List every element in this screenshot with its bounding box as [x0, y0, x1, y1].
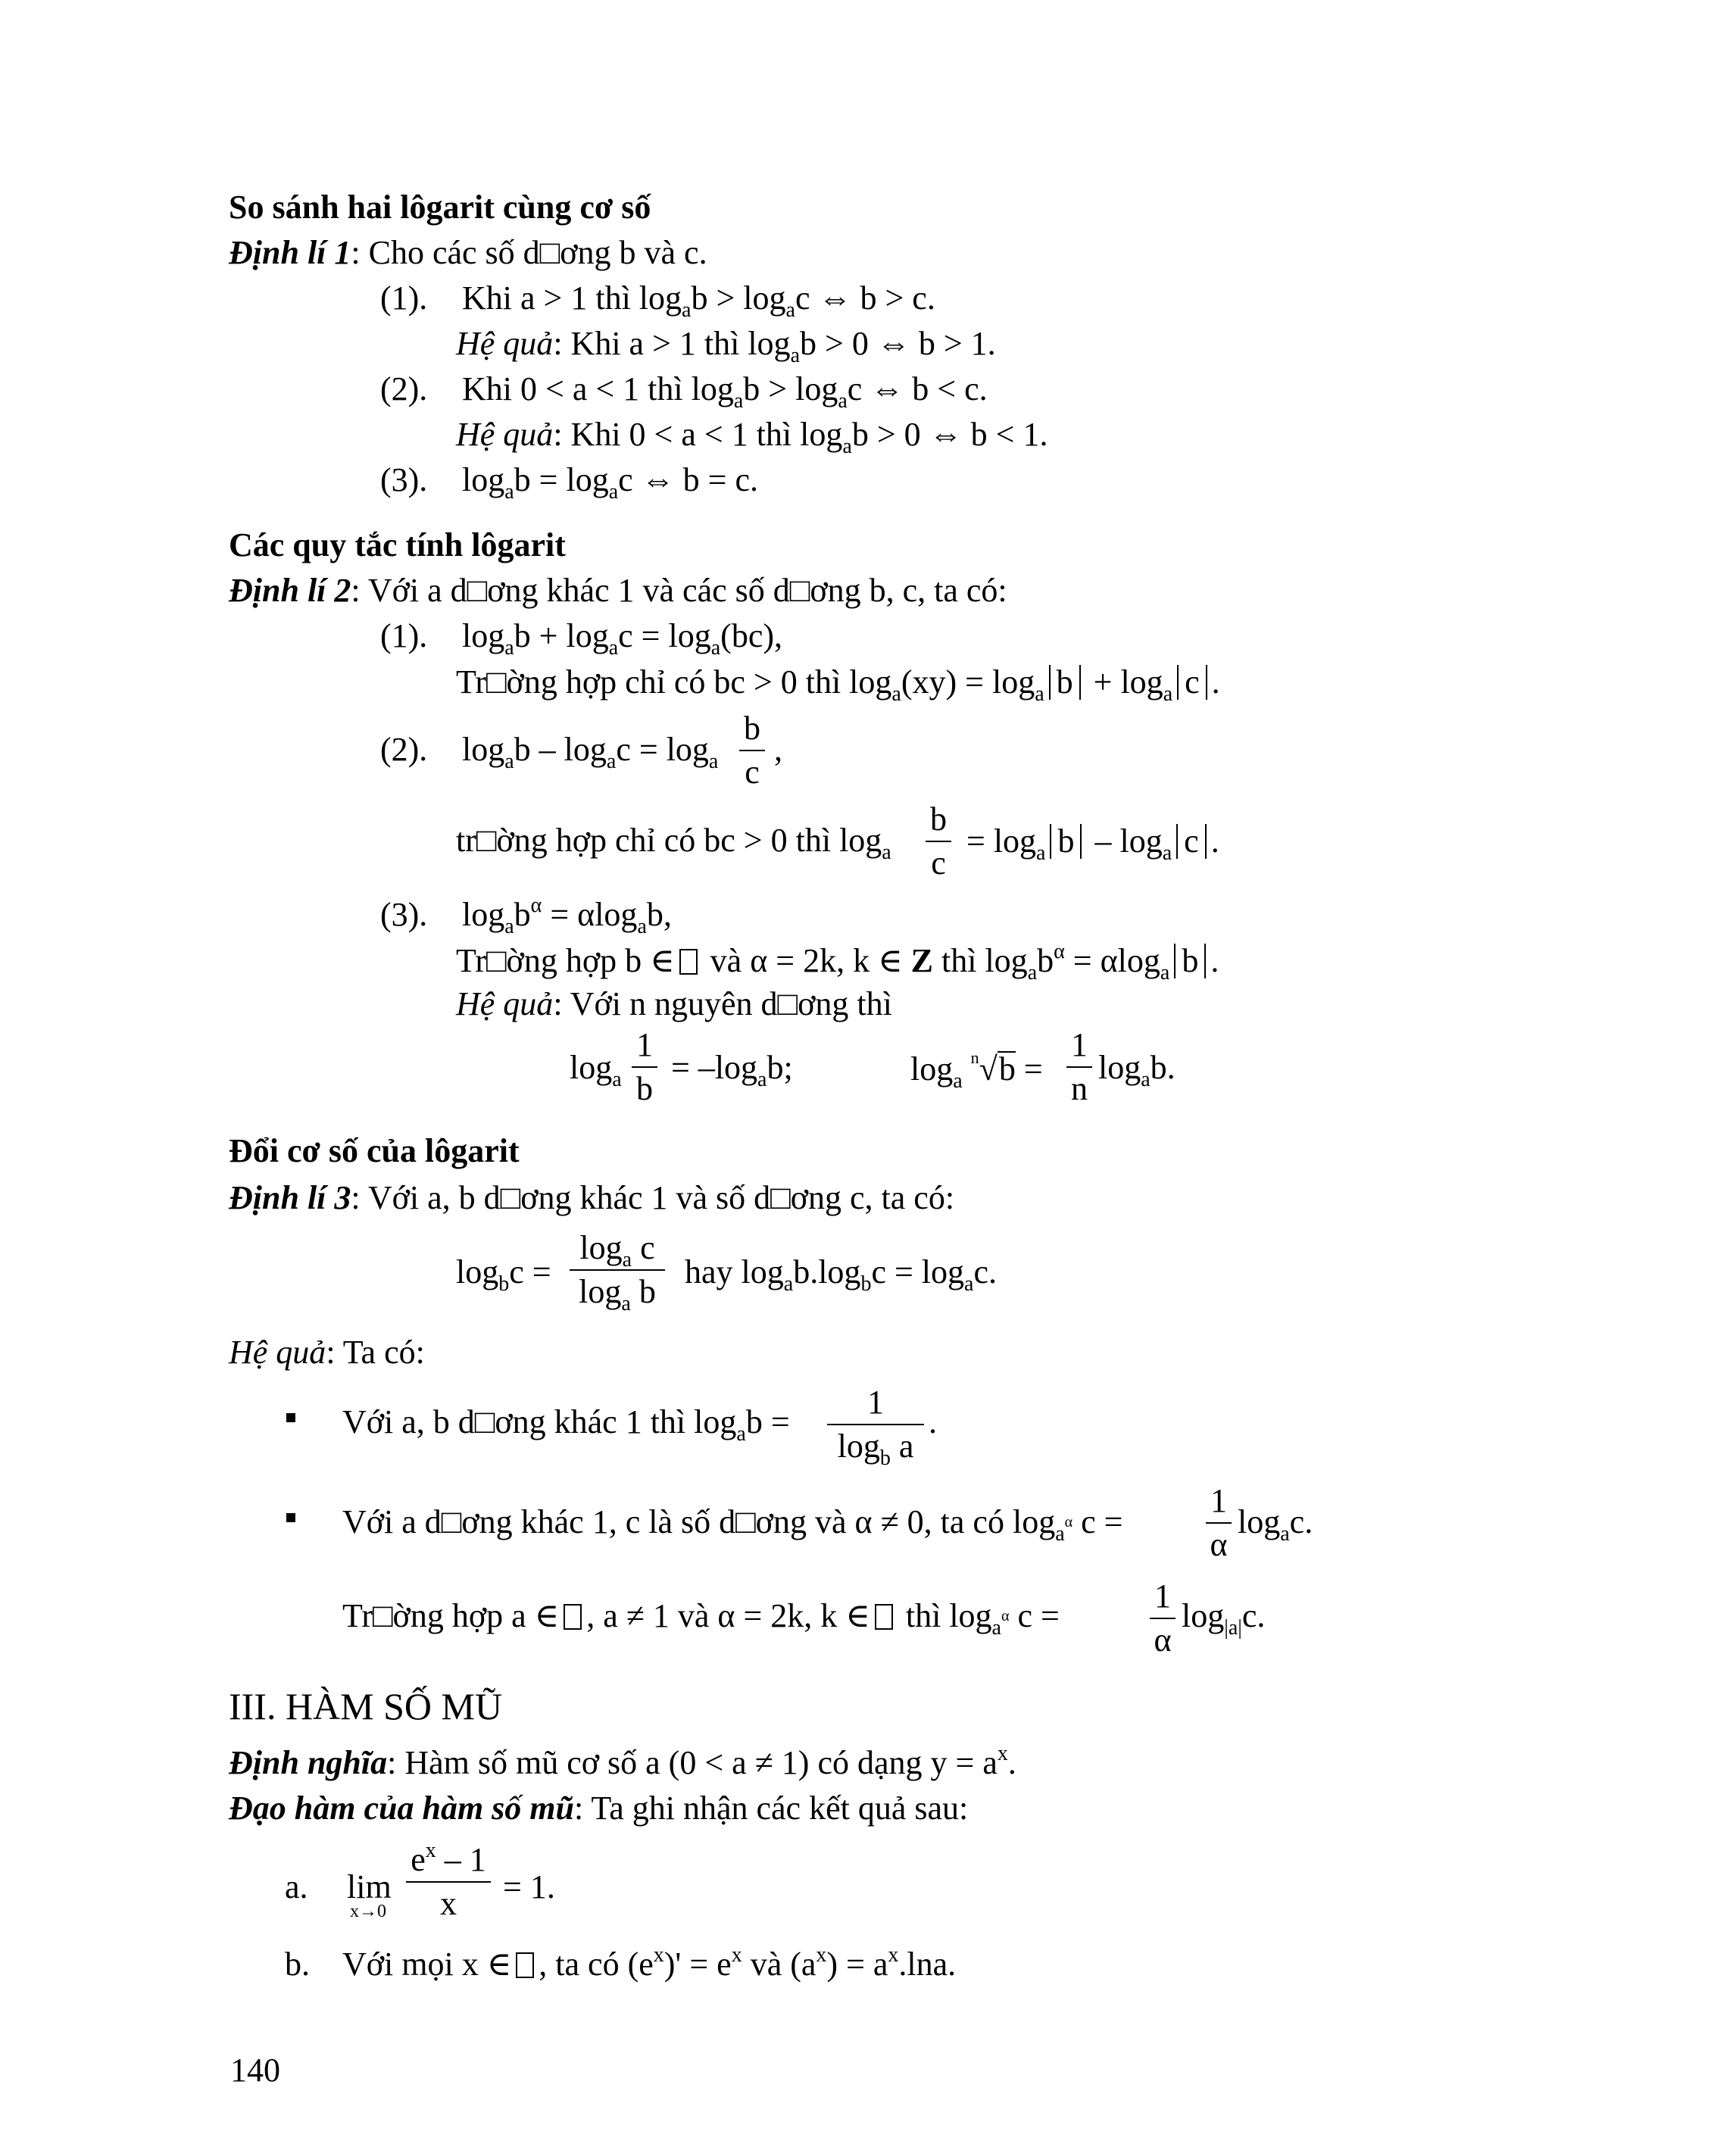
subscript: a [757, 1068, 767, 1091]
subscript: a [783, 1272, 794, 1296]
item-number: (1). [380, 279, 428, 317]
text: Với a d□ơng khác 1, c là số d□ơng và α ≠ 0, ta có [342, 1503, 1004, 1540]
missing-glyph-icon [516, 1952, 534, 1978]
subscript: a [1036, 841, 1046, 865]
theorem-label: Định lí 2 [229, 572, 351, 609]
text: b > 0 ⇔ b > 1. [800, 325, 996, 362]
text: và α = 2k, k ∈ [710, 942, 903, 979]
fraction [827, 1384, 924, 1470]
text: c [1081, 1503, 1096, 1540]
text: + [1093, 663, 1113, 701]
formula [570, 1049, 622, 1091]
text: (xy) = log [901, 663, 1035, 701]
formula [910, 1048, 1043, 1093]
theorem-1 [229, 236, 707, 270]
abs-value: c [1177, 665, 1207, 700]
subscript: a [882, 841, 891, 864]
formula [342, 1403, 790, 1446]
text: . [929, 1403, 937, 1440]
text: b. [1150, 1049, 1176, 1086]
text: tr□ờng hợp chỉ có bc > 0 thì log [456, 822, 882, 859]
bullet-icon [286, 1413, 295, 1422]
theorem-3 [229, 1181, 954, 1215]
integers-symbol: Z [910, 942, 933, 979]
text: )' = e [663, 1946, 732, 1983]
section-heading: Đổi cơ số của lôgarit [229, 1132, 520, 1169]
subscript: a [1280, 1522, 1290, 1546]
text: log [949, 1597, 992, 1634]
text: b; [767, 1049, 793, 1086]
fraction-bar [739, 750, 765, 751]
text: c = log [618, 617, 711, 654]
superscript: α [530, 894, 542, 917]
subscript: a [842, 435, 852, 458]
subscript: a [612, 1068, 622, 1091]
text: log [570, 1049, 613, 1086]
denominator: c [931, 844, 946, 882]
limit: lim [347, 1868, 392, 1905]
text: . [1007, 1744, 1016, 1781]
item-number: (3). [380, 896, 428, 933]
subscript: a [637, 915, 647, 938]
superscript: α [1001, 1608, 1010, 1624]
formula [456, 663, 1220, 706]
numerator: 1 [636, 1026, 653, 1063]
formula [456, 822, 891, 864]
formula [456, 940, 1219, 985]
text: b [1037, 942, 1054, 979]
numerator [406, 1839, 491, 1878]
corollary [456, 416, 1048, 458]
denominator: b [636, 1070, 653, 1107]
text: c [1017, 1597, 1032, 1634]
corollary-label: Hệ quả [456, 325, 554, 362]
superscript: α [1064, 1514, 1073, 1531]
superscript: x [731, 1943, 742, 1967]
list-item [380, 733, 427, 766]
subscript: a [891, 682, 901, 706]
corollary [456, 985, 892, 1022]
text: b [630, 1273, 656, 1310]
text: b – log [514, 731, 607, 768]
missing-glyph-icon [564, 1604, 582, 1630]
superscript: x [653, 1943, 664, 1967]
superscript: x [816, 1943, 827, 1967]
fraction-bar [1066, 1066, 1092, 1068]
fraction [1150, 1577, 1176, 1659]
subscript: a [606, 750, 617, 773]
formula [462, 370, 988, 413]
corollary [456, 325, 996, 367]
denominator: x [440, 1885, 457, 1922]
subscript: a [953, 1069, 963, 1093]
formula [462, 279, 935, 322]
subscript: a [733, 389, 744, 413]
formula [966, 822, 1219, 865]
list-item [380, 279, 428, 317]
corollary-label: Hệ quả [456, 416, 554, 453]
text: = [1104, 1503, 1123, 1540]
subscript: a [622, 1248, 632, 1272]
text: : Hàm số mũ cơ số a (0 < a ≠ 1) có dạng y = a [387, 1744, 998, 1781]
text: log [1238, 1503, 1281, 1540]
text: a [890, 1428, 914, 1465]
text: : Khi a > 1 thì log [553, 325, 791, 362]
subscript: a [710, 636, 721, 660]
subscript: a [621, 1292, 631, 1315]
formula [462, 894, 672, 938]
list-label: b. [285, 1946, 310, 1983]
fraction-bar [827, 1424, 924, 1425]
formula [1182, 1597, 1266, 1640]
numerator: b [930, 800, 947, 838]
text: . [1211, 663, 1220, 701]
text: c ⇔ b > c. [795, 279, 935, 317]
list-item [380, 898, 427, 932]
subscript: a [785, 298, 795, 322]
item-number: (2). [380, 731, 428, 768]
theorem-label: Định lí 1 [229, 234, 351, 271]
text: c [632, 1229, 655, 1266]
list-item [380, 463, 427, 497]
text: b = [745, 1403, 790, 1440]
text: : Ta ghi nhận các kết quả sau: [573, 1790, 969, 1827]
text: b [514, 896, 531, 933]
subscript: a [504, 636, 514, 660]
text: log [462, 896, 505, 933]
text: Tr□ờng hợp chỉ có bc > 0 thì log [456, 663, 892, 701]
text: c. [1241, 1597, 1266, 1634]
text: b + log [514, 617, 609, 654]
text: log [837, 1428, 880, 1465]
text: .lna. [898, 1946, 957, 1983]
fraction [926, 800, 951, 882]
superscript: x [425, 1839, 436, 1862]
text: Khi 0 < a < 1 thì log [462, 370, 734, 407]
abs-value: b [1174, 944, 1206, 978]
text: Với mọi x ∈ [342, 1946, 512, 1983]
fraction-bar [406, 1881, 491, 1883]
formula: = 1. [503, 1868, 555, 1905]
text: b.log [793, 1253, 861, 1290]
text: e [411, 1841, 426, 1878]
text: log [741, 1253, 784, 1290]
subscript: a [504, 915, 514, 938]
text: . [1210, 822, 1219, 860]
text: c. [1289, 1503, 1313, 1540]
item-number: (1). [380, 617, 428, 654]
text: : Ta có: [326, 1334, 425, 1371]
text: thì log [941, 942, 1028, 979]
radical-sign-icon: √ [979, 1050, 998, 1088]
subscript [1055, 1514, 1073, 1546]
text: c ⇔ b = c. [618, 461, 759, 498]
fraction-bar [1150, 1618, 1176, 1619]
theorem-text: : Cho các số d□ơng b và c. [351, 234, 707, 271]
text: c = log [871, 1253, 965, 1290]
text: a [991, 1616, 1001, 1640]
corollary-label: Hệ quả [456, 985, 554, 1022]
text: Tr□ờng hợp a ∈ [342, 1597, 560, 1634]
text: . [1210, 942, 1219, 979]
formula [456, 1253, 551, 1296]
subscript: a [1160, 961, 1170, 985]
missing-glyph-icon [679, 949, 698, 975]
subscript: a [504, 480, 514, 504]
fraction [1206, 1484, 1232, 1562]
fraction [739, 712, 765, 789]
formula [671, 1049, 793, 1091]
root-index: n [970, 1048, 979, 1067]
text: log [579, 1273, 622, 1310]
text: = αlog [542, 896, 638, 933]
numerator: 1 [1071, 1026, 1088, 1063]
formula [462, 731, 719, 773]
derivative-label: Đạo hàm của hàm số mũ [229, 1790, 574, 1827]
text: – log [1094, 822, 1163, 860]
definition [229, 1742, 1016, 1781]
subscript: |a| [1224, 1616, 1242, 1640]
section-heading: So sánh hai lôgarit cùng cơ số [229, 189, 651, 226]
radicand: b [998, 1050, 1016, 1088]
subscript: a [608, 480, 619, 504]
item-number: (2). [380, 370, 428, 407]
formula [462, 617, 783, 660]
section-heading: Các quy tắc tính lôgarit [229, 526, 566, 563]
text: = [1041, 1597, 1060, 1634]
abs-value: b [1050, 824, 1082, 859]
page-number: 140 [230, 2052, 280, 2089]
text: : Với n nguyên d□ơng thì [553, 985, 892, 1022]
fraction-bar [632, 1066, 657, 1068]
text: Khi a > 1 thì log [462, 279, 682, 317]
fraction-bar [926, 841, 951, 842]
subscript: a [708, 750, 719, 773]
numerator: 1 [1154, 1577, 1171, 1615]
subscript: a [1035, 682, 1044, 706]
fraction [632, 1028, 657, 1106]
superscript: α [1054, 940, 1065, 963]
theorem-2 [229, 574, 1007, 607]
subscript: a [1027, 961, 1038, 985]
subscript: a [1163, 682, 1173, 706]
theorem-text: : Với a d□ơng khác 1 và các số d□ơng b, c, ta có: [351, 572, 1007, 609]
text: log [579, 1229, 623, 1266]
chapter-heading: III. HÀM SỐ MŨ [229, 1685, 503, 1727]
text: log [1012, 1503, 1056, 1540]
numerator: b [744, 710, 760, 747]
formula [342, 1503, 1123, 1546]
subscript [991, 1608, 1010, 1640]
derivative-intro [229, 1792, 968, 1825]
text: thì [905, 1597, 941, 1634]
subscript: b [498, 1272, 510, 1296]
text: Tr□ờng hợp b ∈ [456, 942, 675, 979]
text: b, [646, 896, 672, 933]
subscript: b [860, 1272, 872, 1296]
fraction-bar [1206, 1522, 1232, 1524]
text: a [1055, 1522, 1065, 1546]
fraction [1066, 1028, 1092, 1106]
text: c = [509, 1253, 551, 1290]
denominator: c [745, 754, 760, 791]
text: b > 0 ⇔ b < 1. [851, 416, 1048, 453]
text: log [462, 731, 505, 768]
denominator [570, 1273, 665, 1315]
text: log [1098, 1049, 1141, 1086]
text: c. [973, 1253, 997, 1290]
text: , [774, 731, 782, 768]
formula [342, 1597, 1060, 1640]
list-label: a. [285, 1868, 308, 1905]
formula [685, 1253, 997, 1296]
corollary [229, 1336, 425, 1369]
subscript: a [736, 1422, 746, 1446]
text: log [910, 1050, 954, 1088]
formula [1238, 1503, 1313, 1546]
text: c ⇔ b < c. [847, 370, 988, 407]
corollary-label: Hệ quả [229, 1334, 326, 1371]
text: c = log [616, 731, 709, 768]
subscript: a [838, 389, 848, 413]
text: b > log [743, 370, 838, 407]
fraction [570, 1229, 665, 1315]
item-number: (3). [380, 461, 428, 498]
numerator [570, 1229, 665, 1272]
numerator: 1 [867, 1384, 884, 1421]
denominator [827, 1428, 924, 1470]
text: b = log [514, 461, 609, 498]
text: : Khi 0 < a < 1 thì log [553, 416, 843, 453]
subscript: a [504, 750, 514, 773]
text: (bc), [720, 617, 783, 654]
text: b > log [691, 279, 786, 317]
definition-label: Định nghĩa [229, 1744, 388, 1781]
formula [342, 1943, 957, 1983]
formula [1098, 1049, 1176, 1091]
text: log [462, 461, 505, 498]
subscript: a [608, 636, 619, 660]
subscript: a [964, 1272, 974, 1296]
text: = log [966, 822, 1037, 860]
text: log [462, 617, 505, 654]
subscript: a [1162, 841, 1172, 865]
text: , ta có (e [539, 1946, 654, 1983]
formula [462, 461, 759, 504]
text: – 1 [436, 1841, 486, 1878]
text: log [1120, 663, 1163, 701]
text: = αlog [1064, 942, 1160, 979]
fraction [406, 1839, 491, 1922]
theorem-text: : Với a, b d□ơng khác 1 và số d□ơng c, ta có: [351, 1179, 955, 1216]
abs-value: c [1176, 824, 1207, 859]
text: log [1182, 1597, 1225, 1634]
subscript: a [682, 298, 692, 322]
subscript: b [879, 1446, 891, 1470]
numerator: 1 [1210, 1482, 1227, 1519]
list-item [380, 619, 427, 653]
superscript: x [997, 1742, 1008, 1765]
missing-glyph-icon [875, 1604, 893, 1630]
text: ) = a [826, 1946, 888, 1983]
subscript: a [1141, 1068, 1151, 1091]
limit-subscript: x→0 [350, 1902, 386, 1921]
text: = –log [671, 1049, 758, 1086]
list-item [380, 370, 428, 407]
denominator: α [1154, 1621, 1172, 1659]
subscript: a [790, 344, 800, 367]
text: Với a, b d□ơng khác 1 thì log [342, 1403, 737, 1440]
abs-value: b [1049, 665, 1081, 700]
theorem-label: Định lí 3 [229, 1179, 351, 1216]
superscript: x [888, 1943, 899, 1967]
text: , a ≠ 1 và α = 2k, k ∈ [586, 1597, 870, 1634]
denominator: n [1071, 1070, 1088, 1107]
fraction-bar [570, 1269, 665, 1271]
text: hay [685, 1253, 733, 1290]
denominator: α [1210, 1526, 1228, 1563]
text: log [456, 1253, 499, 1290]
bullet-icon [286, 1513, 295, 1522]
text: và (a [742, 1946, 816, 1983]
text: = [1023, 1050, 1043, 1088]
